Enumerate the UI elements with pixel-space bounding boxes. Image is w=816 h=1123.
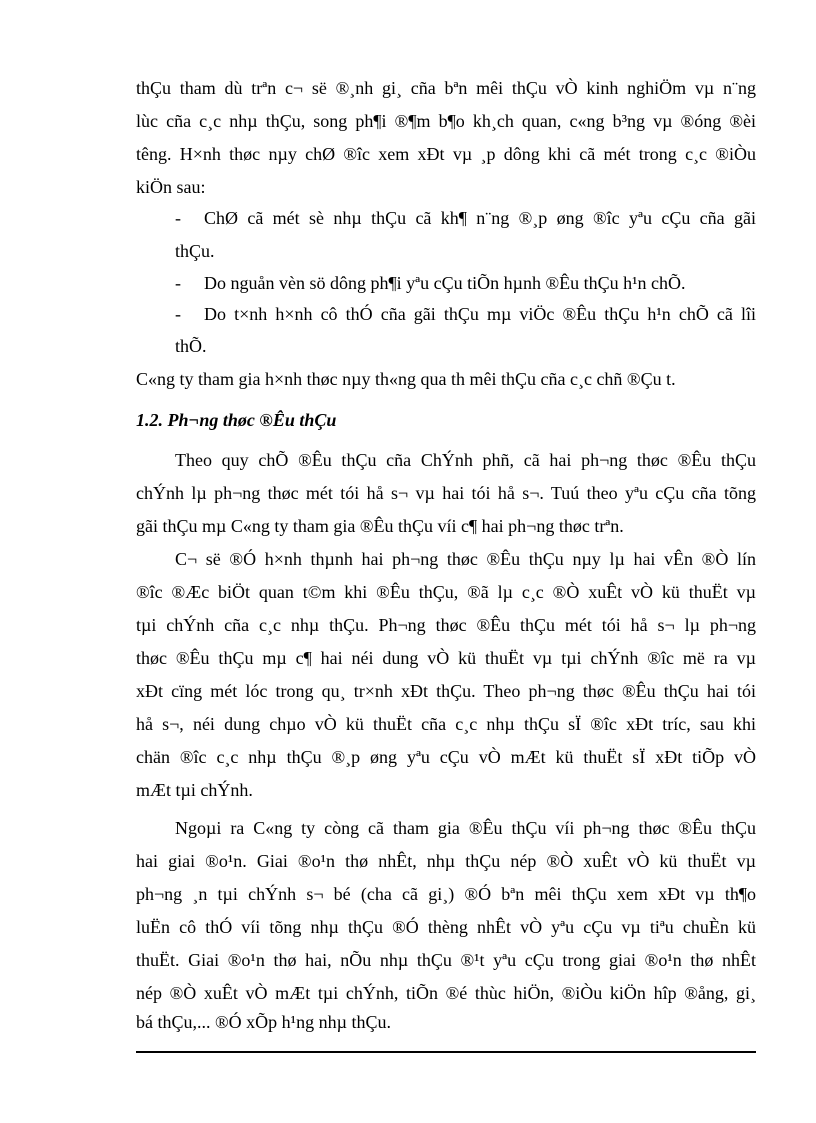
text-line: ®îc ®Æc biÖt quan t©m khi ®Êu thÇu, ®ã lµ c¸c ®Ò xuÊt vÒ kü thuËt vµ	[136, 582, 756, 602]
list-bullet: -	[175, 208, 181, 228]
text-line: kiÖn sau:	[136, 177, 206, 197]
text-line: Theo quy chÕ ®Êu thÇu cña ChÝnh phñ, cã hai ph¬ng thøc ®Êu thÇu	[175, 450, 756, 470]
list-item-text: ChØ cã mét sè nhµ thÇu cã kh¶ n¨ng ®¸p øng ®îc yªu cÇu cña gãi	[204, 208, 756, 228]
section-heading: 1.2. Ph¬ng thøc ®Êu thÇu	[136, 410, 337, 430]
text-line: thøc ®Êu thÇu mµ c¶ hai néi dung vÒ kü thuËt vµ tµi chÝnh ®îc më ra vµ	[136, 648, 756, 668]
text-line: thÇu tham dù trªn c¬ së ®¸nh gi¸ cña bªn mêi thÇu vÒ kinh nghiÖm vµ n¨ng	[136, 78, 756, 98]
text-line: C¬ së ®Ó h×nh thµnh hai ph¬ng thøc ®Êu thÇu nµy lµ hai vÊn ®Ò lín	[175, 549, 756, 569]
text-line: chÝnh lµ ph¬ng thøc mét tói hå s¬ vµ hai tói hå s¬. Tuú theo yªu cÇu cña tõng	[136, 483, 756, 503]
list-item-text: thÇu.	[175, 241, 215, 261]
text-line: lùc cña c¸c nhµ thÇu, song ph¶i ®¶m b¶o kh¸ch quan, c«ng b³ng vµ ®óng ®èi	[136, 111, 756, 131]
text-line: tµi chÝnh cña c¸c nhµ thÇu. Ph¬ng thøc ®Êu thÇu mét tói hå s¬ lµ ph¬ng	[136, 615, 756, 635]
text-line: luËn cô thÓ víi tõng nhµ thÇu ®Ó thèng nhÊt vÒ yªu cÇu vµ tiªu chuÈn kü	[136, 917, 756, 937]
text-line: C«ng ty tham gia h×nh thøc nµy th«ng qua th mêi thÇu cña c¸c chñ ®Çu t.	[136, 369, 676, 389]
list-bullet: -	[175, 304, 181, 324]
text-line: xÐt cïng mét lóc trong qu¸ tr×nh xÐt thÇu. Theo ph¬ng thøc ®Êu thÇu hai tói	[136, 681, 756, 701]
list-item-text: thÕ.	[175, 336, 207, 356]
list-item-text: Do nguån vèn sö dông ph¶i yªu cÇu tiÕn hµnh ®Êu thÇu h¹n chÕ.	[204, 273, 686, 293]
text-line: Ngoµi ra C«ng ty còng cã tham gia ®Êu thÇu víi ph¬ng thøc ®Êu thÇu	[175, 818, 756, 838]
text-line: bá thÇu,... ®Ó xÕp h¹ng nhµ thÇu.	[136, 1012, 391, 1032]
text-line: thuËt. Giai ®o¹n thø hai, nÕu nhµ thÇu ®¹t yªu cÇu trong giai ®o¹n thø nhÊt	[136, 950, 756, 970]
text-line: chän ®îc c¸c nhµ thÇu ®¸p øng yªu cÇu vÒ mÆt kü thuËt sÏ xÐt tiÕp vÒ	[136, 747, 756, 767]
text-line: mÆt tµi chÝnh.	[136, 780, 253, 800]
list-item-text: Do t×nh h×nh cô thÓ cña gãi thÇu mµ viÖc ®Êu thÇu h¹n chÕ cã lîi	[204, 304, 756, 324]
footer-rule	[136, 1051, 756, 1053]
text-line: têng. H×nh thøc nµy chØ ®îc xem xÐt vµ ¸p dông khi cã mét trong c¸c ®iÒu	[136, 144, 756, 164]
text-line: ph¬ng ¸n tµi chÝnh s¬ bé (cha cã gi¸) ®Ó bªn mêi thÇu xem xÐt vµ th¶o	[136, 884, 756, 904]
text-line: gãi thÇu mµ C«ng ty tham gia ®Êu thÇu víi c¶ hai ph¬ng thøc trªn.	[136, 516, 624, 536]
text-line: hai giai ®o¹n. Giai ®o¹n thø nhÊt, nhµ thÇu nép ®Ò xuÊt vÒ kü thuËt vµ	[136, 851, 756, 871]
list-bullet: -	[175, 273, 181, 293]
text-line: nép ®Ò xuÊt vÒ mÆt tµi chÝnh, tiÕn ®é thùc hiÖn, ®iÒu kiÖn hîp ®ång, gi¸	[136, 983, 756, 1003]
text-line: hå s¬, néi dung chµo vÒ kü thuËt cña c¸c nhµ thÇu sÏ ®îc xÐt tríc, sau khi	[136, 714, 756, 734]
